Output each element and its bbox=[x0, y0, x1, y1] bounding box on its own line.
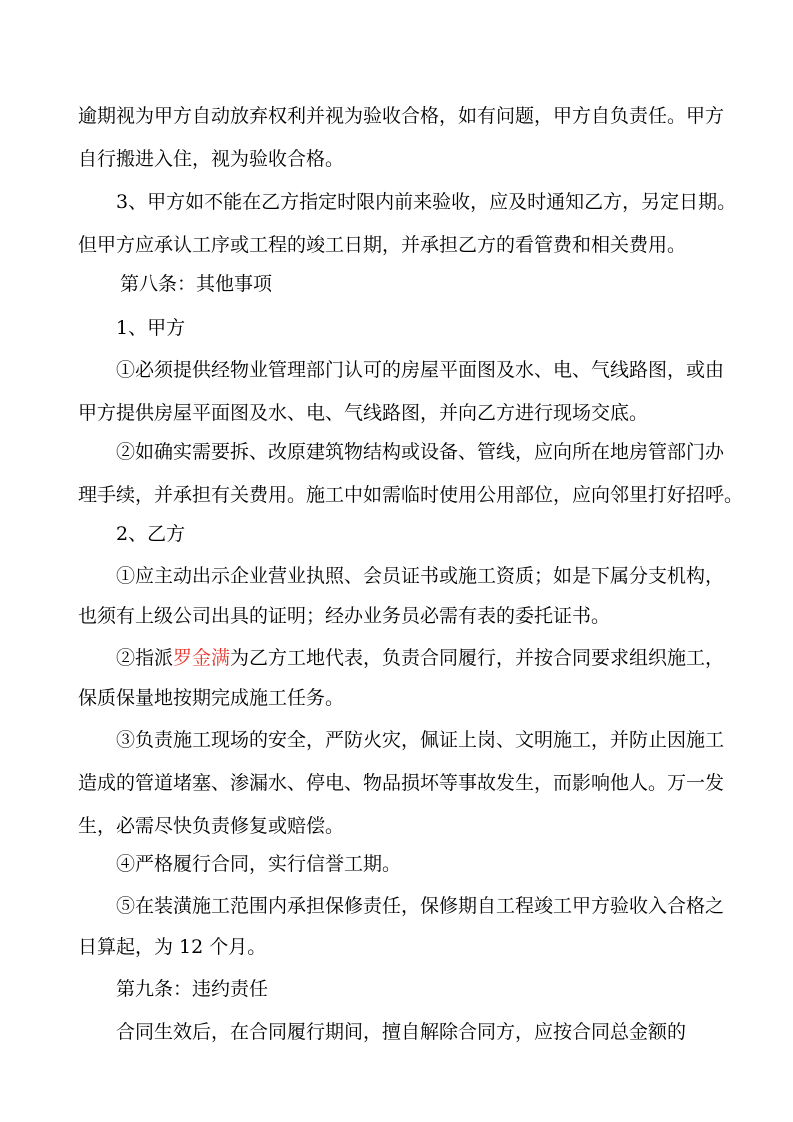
paragraph-line: 3、甲方如不能在乙方指定时限内前来验收，应及时通知乙方，另定日期。 bbox=[116, 191, 737, 213]
paragraph-text: ②指派 bbox=[116, 647, 174, 669]
paragraph-line: 理手续，并承担有关费用。施工中如需临时使用公用部位，应向邻里打好招呼。 bbox=[78, 484, 744, 506]
representative-name: 罗金满 bbox=[173, 647, 231, 669]
section-heading: 第八条：其他事项 bbox=[120, 273, 273, 295]
paragraph-line: ①应主动出示企业营业执照、会员证书或施工资质；如是下属分支机构， bbox=[116, 565, 725, 587]
paragraph-line: 保质保量地按期完成施工任务。 bbox=[78, 687, 345, 709]
paragraph-line: 生，必需尽快负责修复或赔偿。 bbox=[78, 815, 345, 837]
paragraph-line: ③负责施工现场的安全，严防火灾，佩证上岗、文明施工，并防止因施工 bbox=[116, 729, 725, 751]
paragraph-line: 逾期视为甲方自动放弃权利并视为验收合格，如有问题，甲方自负责任。甲方 bbox=[78, 105, 725, 127]
subsection-heading: 1、甲方 bbox=[116, 317, 186, 339]
section-heading: 第九条：违约责任 bbox=[116, 978, 269, 1000]
paragraph-line: 甲方提供房屋平面图及水、电、气线路图，并向乙方进行现场交底。 bbox=[78, 402, 649, 424]
paragraph-line: ④严格履行合同，实行信誉工期。 bbox=[116, 853, 402, 875]
paragraph-line: 也须有上级公司出具的证明；经办业务员必需有表的委托证书。 bbox=[78, 605, 611, 627]
paragraph-line: 日算起，为 12 个月。 bbox=[78, 936, 267, 958]
paragraph-line: ①必须提供经物业管理部门认可的房屋平面图及水、电、气线路图，或由 bbox=[116, 359, 725, 381]
paragraph-line: ②如确实需要拆、改原建筑物结构或设备、管线，应向所在地房管部门办 bbox=[116, 441, 725, 463]
paragraph-line: 自行搬进入住，视为验收合格。 bbox=[78, 148, 345, 170]
paragraph-line: 造成的管道堵塞、渗漏水、停电、物品损坏等事故发生，而影响他人。万一发 bbox=[78, 772, 725, 794]
paragraph-line: 但甲方应承认工序或工程的竣工日期，并承担乙方的看管费和相关费用。 bbox=[78, 234, 687, 256]
paragraph-line: ⑤在装潢施工范围内承担保修责任，保修期自工程竣工甲方验收入合格之 bbox=[116, 895, 725, 917]
subsection-heading: 2、乙方 bbox=[116, 523, 186, 545]
paragraph-text: 为乙方工地代表，负责合同履行，并按合同要求组织施工， bbox=[230, 647, 725, 669]
paragraph-line: 合同生效后，在合同履行期间，擅自解除合同方，应按合同总金额的 bbox=[116, 1021, 687, 1043]
paragraph-line bbox=[0, 646, 793, 670]
